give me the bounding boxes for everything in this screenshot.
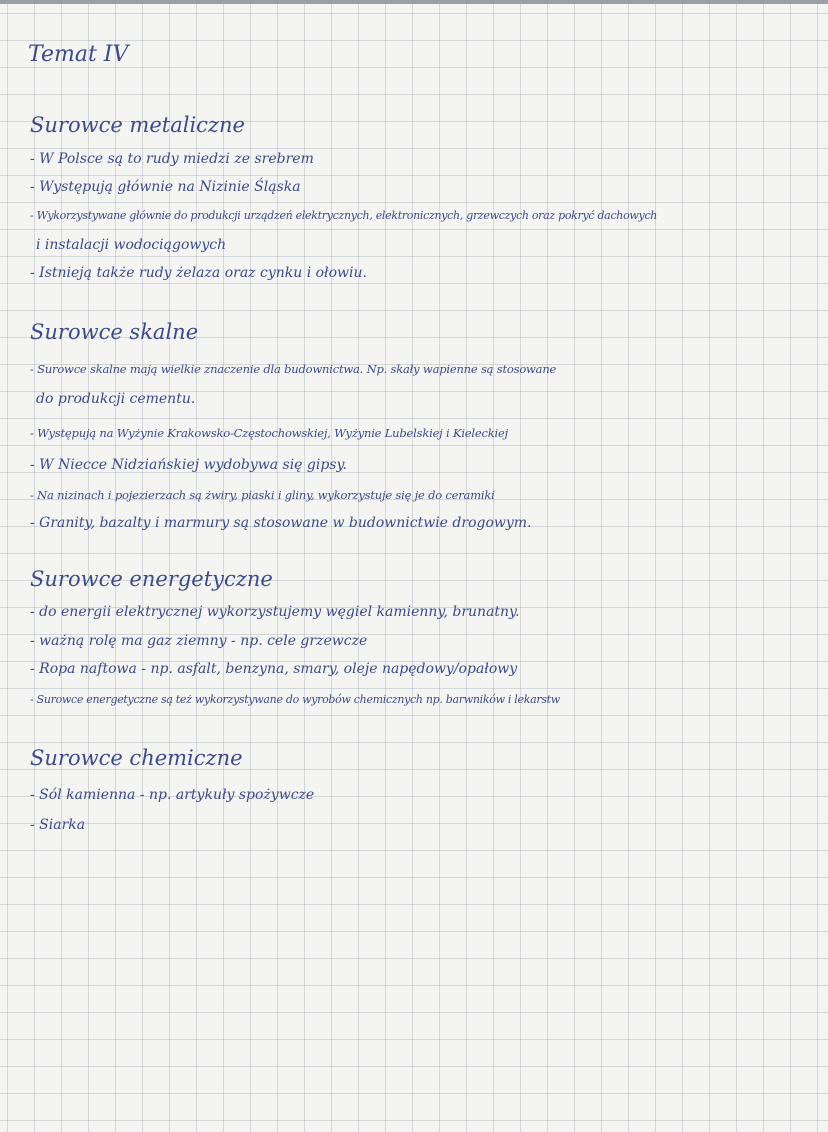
note-line: - Istnieją także rudy żelaza oraz cynku i ołowiu.	[30, 265, 367, 281]
note-line: - Surowce energetyczne są też wykorzystywane do wyrobów chemicznych np. barwników i lekarstw	[30, 693, 560, 706]
note-line: - Sól kamienna - np. artykuły spożywcze	[30, 787, 315, 803]
section-heading-energy: Surowce energetyczne	[30, 567, 273, 591]
note-line: - Surowce skalne mają wielkie znaczenie dla budownictwa. Np. skały wapienne są stosowane	[30, 362, 557, 376]
section-heading-rock: Surowce skalne	[30, 320, 199, 344]
note-line: - W Polsce są to rudy miedzi ze srebrem	[30, 151, 314, 167]
note-line: - Siarka	[30, 817, 86, 833]
note-line: - W Niecce Nidziańskiej wydobywa się gipsy.	[30, 457, 347, 473]
note-line: - Występują głównie na Nizinie Śląska	[30, 179, 301, 195]
section-heading-metal: Surowce metaliczne	[30, 113, 245, 137]
note-line: - do energii elektrycznej wykorzystujemy węgiel kamienny, brunatny.	[30, 604, 520, 620]
note-line: - Wykorzystywane głównie do produkcji urządzeń elektrycznych, elektronicznych, grzewczych oraz pokryć dachowych	[30, 209, 658, 222]
note-line: - Ropa naftowa - np. asfalt, benzyna, smary, oleje napędowy/opałowy	[30, 661, 518, 677]
note-line: do produkcji cementu.	[36, 391, 196, 407]
page-title: Temat IV	[28, 42, 129, 67]
note-line: - Granity, bazalty i marmury są stosowane w budownictwie drogowym.	[30, 515, 532, 531]
note-line: - Występują na Wyżynie Krakowsko-Częstochowskiej, Wyżynie Lubelskiej i Kieleckiej	[30, 426, 508, 440]
note-line: i instalacji wodociągowych	[36, 237, 227, 253]
note-line: - Na nizinach i pojezierzach są żwiry, piaski i gliny, wykorzystuje się je do ceramiki	[30, 488, 495, 502]
note-line: - ważną rolę ma gaz ziemny - np. cele grzewcze	[30, 633, 368, 649]
section-heading-chemical: Surowce chemiczne	[30, 746, 243, 770]
